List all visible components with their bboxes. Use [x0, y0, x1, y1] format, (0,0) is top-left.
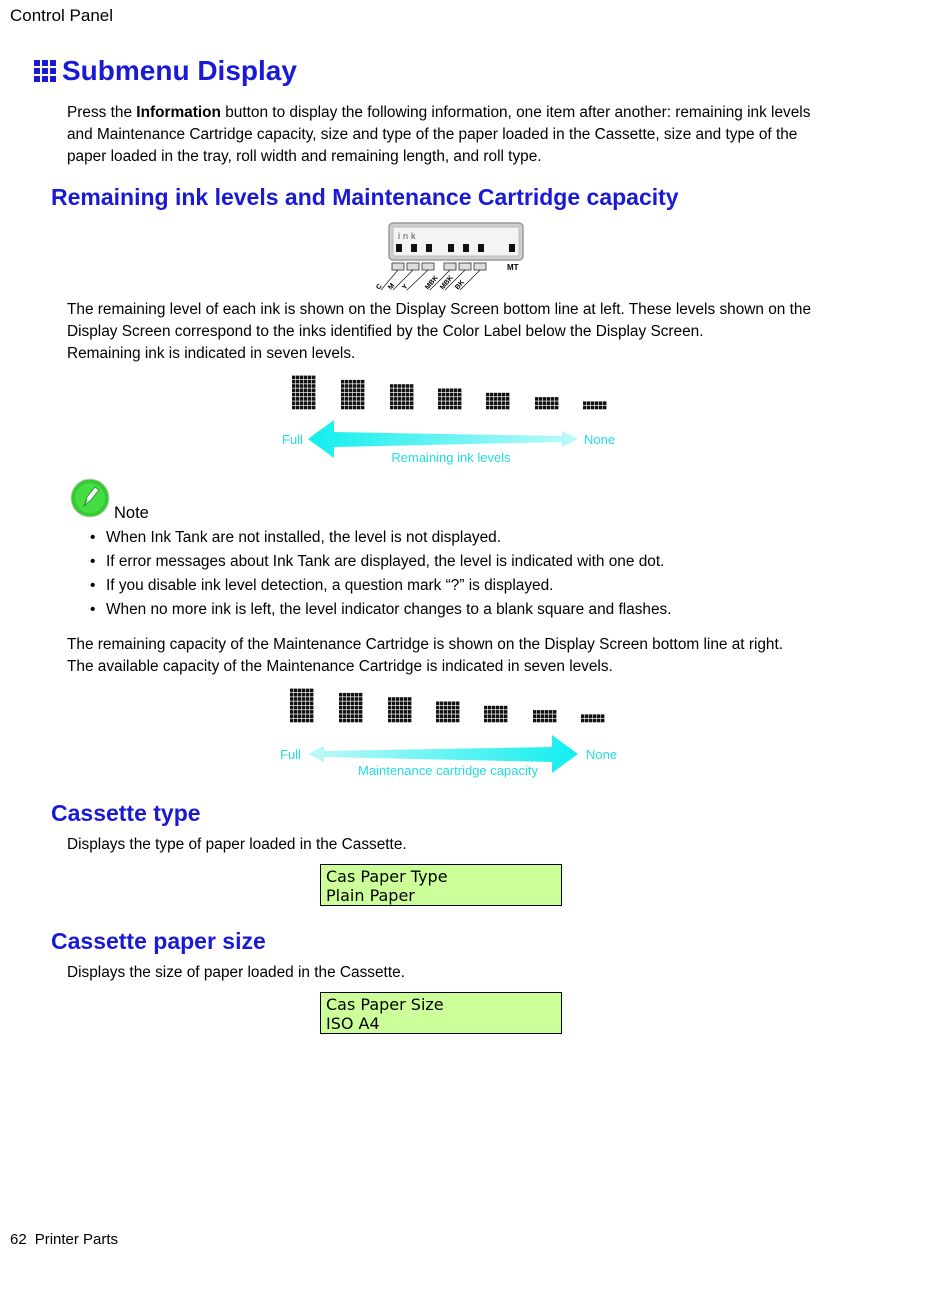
- note-title: Note: [114, 504, 149, 522]
- ink-segment: [411, 244, 417, 252]
- color-label-boxes: [392, 263, 486, 270]
- color-label: MBK: [424, 274, 440, 292]
- running-header: Control Panel: [10, 6, 114, 25]
- note-item: • If you disable ink level detection, a question mark “?” is displayed.: [90, 575, 672, 599]
- page-title-text: Submenu Display: [62, 55, 297, 86]
- level-glyph: [339, 693, 362, 722]
- mt-label: MT: [507, 263, 519, 272]
- scale-none-label: None: [586, 747, 618, 762]
- level-glyph: [533, 710, 556, 722]
- scale-caption: Maintenance cartridge capacity: [358, 763, 538, 778]
- ink-level-scale: [270, 368, 630, 468]
- note-item: • If error messages about Ink Tank are displayed, the level is indicated with one dot.: [90, 551, 672, 575]
- chapter-name: Printer Parts: [34, 1231, 119, 1248]
- page-title: [34, 55, 297, 87]
- color-label: Y: [401, 283, 410, 292]
- level-glyph: [484, 706, 507, 723]
- note-list: [90, 527, 672, 623]
- heading-cassette-size: Cassette paper size: [51, 928, 266, 954]
- level-glyph: [292, 376, 315, 410]
- color-label-box: [474, 263, 486, 270]
- note-item: • When no more ink is left, the level indicator changes to a blank square and flashes.: [90, 599, 672, 623]
- ink-paragraph: The remaining level of each ink is shown on the Display Screen bottom line at left. These levels shown on the Display Screen correspond to the inks identified by the Color Label below the Display Screen. Remaining ink is indicated in seven levels.: [67, 301, 812, 362]
- ink-segment: [463, 244, 469, 252]
- level-glyph: [436, 702, 459, 723]
- color-label: MBK: [439, 274, 455, 292]
- maintenance-paragraph: The remaining capacity of the Maintenance Cartridge is shown on the Display Screen bottom line at right. The available capacity of the Maintenance Cartridge is indicated in seven levels.: [67, 636, 784, 675]
- level-glyph: [583, 401, 606, 409]
- screen-ink-label: ink: [398, 231, 419, 241]
- note-pencil-icon: [70, 478, 110, 518]
- ink-level-glyphs: [292, 376, 606, 410]
- level-glyph: [535, 397, 558, 409]
- level-glyph: [290, 689, 313, 723]
- ink-segment: [448, 244, 454, 252]
- scale-full-label: Full: [282, 432, 303, 447]
- color-labels: [375, 270, 480, 291]
- scale-caption: Remaining ink levels: [391, 450, 511, 465]
- level-glyph: [486, 393, 509, 410]
- heading-cassette-type: Cassette type: [51, 800, 201, 826]
- grid-icon: [34, 60, 56, 82]
- level-glyph: [388, 697, 411, 722]
- footer: [10, 1231, 118, 1248]
- note-item: • When Ink Tank are not installed, the level is not displayed.: [90, 527, 672, 551]
- level-glyph: [341, 380, 364, 409]
- color-label: M: [387, 282, 397, 292]
- color-label-box: [407, 263, 419, 270]
- cassette-type-desc: Displays the type of paper loaded in the Cassette.: [67, 836, 407, 853]
- page-number: 62: [10, 1231, 27, 1248]
- intro-paragraph: Press the Information button to display the following information, one item after another: remaining ink levels and Maintenance Cartridge capacity, size and type of the paper loaded in the Cassette, size and type of the paper loaded in the tray, roll width and remaining length, and roll type.: [67, 104, 811, 165]
- lcd-display-cassette-type: Cas Paper Type Plain Paper: [320, 864, 562, 906]
- ink-segment: [396, 244, 402, 252]
- ink-segment: [478, 244, 484, 252]
- color-label-box: [459, 263, 471, 270]
- color-label: BK: [454, 279, 467, 292]
- ink-segment: [426, 244, 432, 252]
- level-glyph: [390, 384, 413, 409]
- heading-ink-levels: Remaining ink levels and Maintenance Cartridge capacity: [51, 184, 679, 210]
- level-glyph: [581, 714, 604, 722]
- lcd-display-cassette-size: Cas Paper Size ISO A4: [320, 992, 562, 1034]
- level-glyph: [438, 389, 461, 410]
- ink-segment: [509, 244, 515, 252]
- color-label: C: [375, 282, 384, 292]
- color-label-box: [444, 263, 456, 270]
- scale-none-label: None: [584, 432, 616, 447]
- maintenance-level-glyphs: [290, 689, 604, 723]
- ink-panel-diagram: [370, 220, 540, 294]
- maintenance-scale: [270, 683, 630, 783]
- color-label-box: [392, 263, 404, 270]
- cassette-size-desc: Displays the size of paper loaded in the Cassette.: [67, 964, 405, 981]
- color-label-box: [422, 263, 434, 270]
- scale-full-label: Full: [280, 747, 301, 762]
